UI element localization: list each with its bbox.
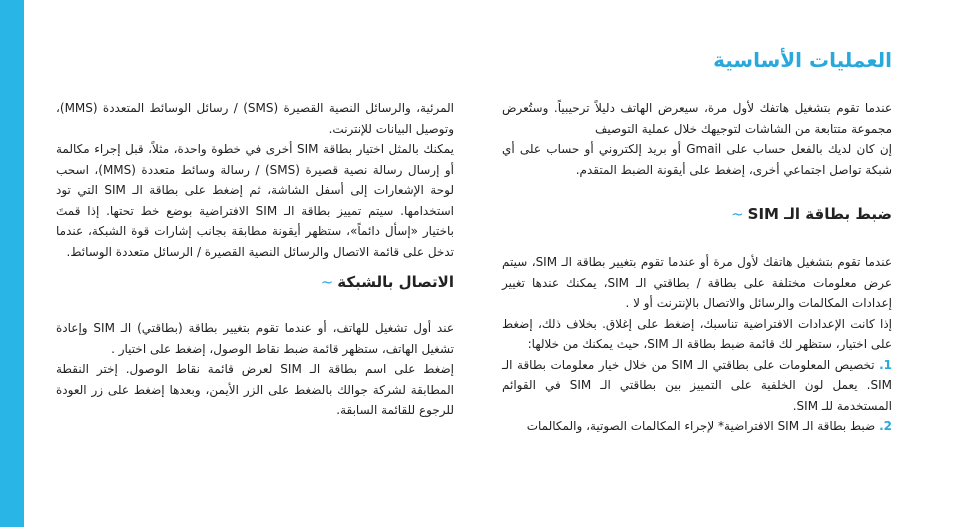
intro-paragraph-1: عندما تقوم بتشغيل هاتفك لأول مرة، سيعرض الهاتف دليلاً ترحيبياً. وستُعرض مجموعة متتابعة من الشاشات لتوجيهك خلال عملية التوصيف — [502, 101, 892, 136]
sim-paragraph-2: إذا كانت الإعدادات الافتراضية تناسبك، إضغط على إغلاق. بخلاف ذلك، إضغط على اختيار، ستظهر لك قائمة ضبط بطاقة الـ SIM، حيث يمكنك من خلالها: — [502, 316, 892, 351]
item-text: تخصيص المعلومات على بطاقتي الـ SIM من خلال خيار معلومات بطاقة الـ SIM. يعمل لون الخلفية على التمييز بين بطاقتي الـ SIM في القوائم المستخدمة للـ SIM. — [502, 357, 892, 413]
accent-bar — [0, 0, 24, 527]
network-heading-text: الاتصال بالشبكة — [337, 273, 454, 291]
item-text: ضبط بطاقة الـ SIM الافتراضية* لإجراء المكالمات الصوتية، والمكالمات — [526, 419, 876, 433]
sim-continued-paragraph-1: المرئية، والرسائل النصية القصيرة (SMS) / رسائل الوسائط المتعددة (MMS)، وتوصيل البيانات للإنترنت. — [56, 101, 454, 136]
intro-paragraph-2: إن كان لديك بالفعل حساب على Gmail أو بريد إلكتروني أو حساب على أي شبكة تواصل اجتماعي أخرى، إضغط على أيقونة الضبط المتقدم. — [502, 142, 892, 177]
sim-setup-heading — [502, 202, 892, 226]
left-column — [56, 98, 454, 421]
tilde-icon: ~ — [731, 205, 744, 223]
sim-setup-heading-text: ضبط بطاقة الـ SIM — [747, 205, 892, 223]
sim-continued-paragraph-2: يمكنك بالمثل اختيار بطاقة SIM أخرى في خطوة واحدة، مثلاً، قبل إجراء مكالمة أو إرسال رسالة نصية قصيرة (SMS) / رسالة وسائط متعددة (MMS)، اسحب لوحة الإشعارات إلى أسفل الشاشة، ثم إضغط على بطاقة الـ SIM التي تود استخدامها. سيتم تمييز بطاقة الـ SIM الافتراضية بوضع خط تحتها. إذا قمتَ باختيار «إسأل دائماً»، ستظهر أيقونة مطابقة بجانب إشارات قوة الشبكة، عندما تدخل على قائمة الاتصال والرسائل النصية القصيرة / الرسائل متعددة الوسائط. — [56, 142, 455, 259]
network-heading — [56, 270, 454, 294]
sim-paragraph-1: عندما تقوم بتشغيل هاتفك لأول مرة أو عندما تقوم بتغيير بطاقة الـ SIM، سيتم عرض معلومات مختلفة على بطاقة / بطاقتي الـ SIM، يمكنك عندها تغيير إعدادات المكالمات والرسائل والاتصال بالإنترنت أو لا . — [502, 255, 892, 310]
network-paragraph-2: إضغط على اسم بطاقة الـ SIM لعرض قائمة نقاط الوصول. إختر النقطة المطابقة لشركة جوالك بالضغط على الزر الأيمن، وبعدها إضغط على زر العودة للرجوع للقائمة السابقة. — [56, 362, 454, 417]
tilde-icon: ~ — [320, 273, 334, 291]
numbered-item-2 — [502, 416, 892, 437]
page-title: العمليات الأساسية — [713, 48, 892, 72]
item-number: 1. — [879, 357, 892, 372]
item-number: 2. — [879, 419, 892, 433]
right-column — [502, 98, 892, 437]
numbered-item-1 — [502, 355, 892, 417]
network-paragraph-1: عند أول تشغيل للهاتف، أو عندما تقوم بتغيير بطاقة (بطاقتي) الـ SIM وإعادة تشغيل الهاتف، ستظهر قائمة ضبط نقاط الوصول، إضغط على اختيار . — [56, 321, 454, 356]
